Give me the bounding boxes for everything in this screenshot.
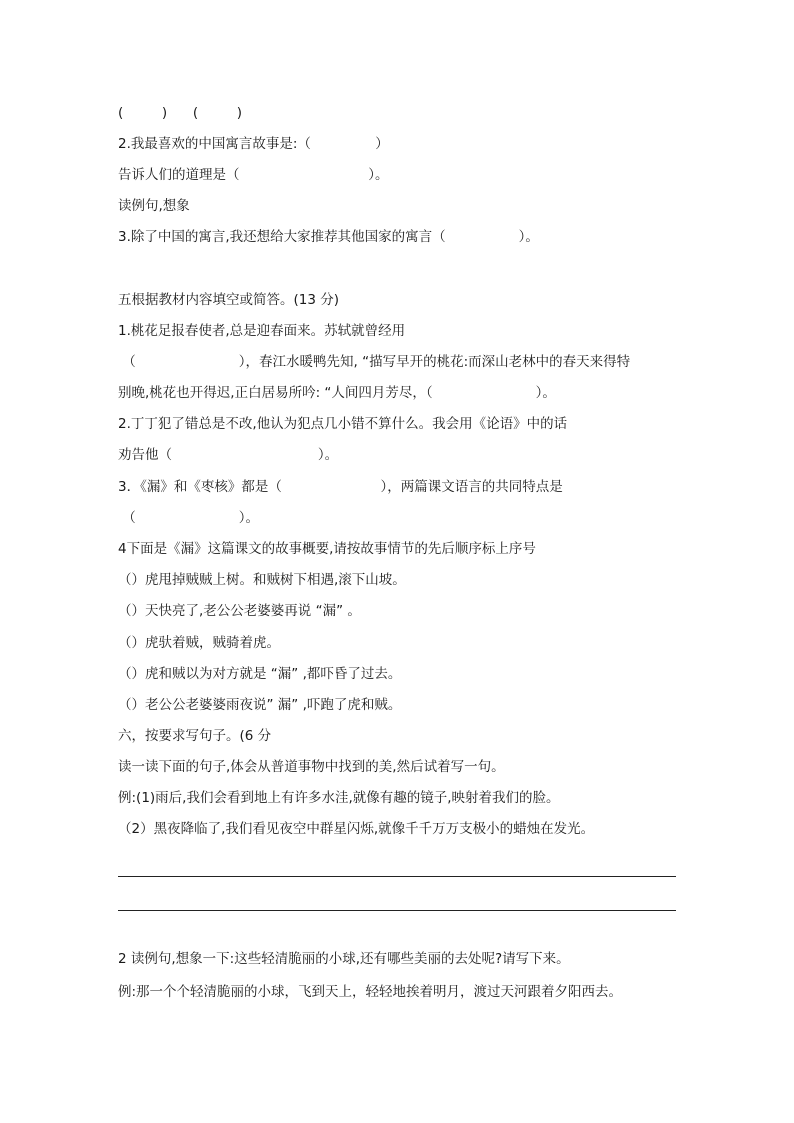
ordering-item-2: （）天快亮了,老公公老婆婆再说 “漏” 。: [118, 603, 361, 619]
ordering-item-4: （）虎和贼以为对方就是 “漏” ,都吓昏了过去。: [118, 666, 402, 682]
section-5-heading: 五根据教材内容填空或简答。(13 分): [118, 292, 340, 308]
question-5-4-instruction: 4下面是《漏》这篇课文的故事概要,请按故事情节的先后顺序标上序号: [118, 541, 536, 557]
section-6-heading: 六，按要求写句子。(6 分: [118, 728, 272, 744]
example-sentence-2: （2）黑夜降临了,我们看见夜空中群星闪烁,就像千千万万支极小的蜡烛在发光。: [118, 821, 595, 837]
question-5-1-line-1: 1.桃花足报春使者,总是迎春面来。苏轼就曾经用: [118, 323, 406, 339]
blank-pair-line: ( ) ( ): [118, 105, 243, 121]
ordering-item-3: （）虎驮着贼，贼骑着虎。: [118, 635, 280, 651]
ordering-item-1: （）虎甩掉贼贼上树。和贼树下相遇,滚下山坡。: [118, 572, 406, 588]
question-5-1-line-3: 别晚,桃花也开得迟,正白居易所吟: “人间四月芳尽，（ ）。: [118, 385, 556, 401]
ordering-item-5: （）老公公老婆婆雨夜说” 漏” ,吓跑了虎和贼。: [118, 697, 402, 713]
question-3-recommend-fable: 3.除了中国的寓言,我还想给大家推荐其他国家的寓言（ ）。: [118, 229, 539, 245]
read-example-instruction: 读例句,想象: [118, 198, 190, 214]
question-5-2-line-2: 劝告他（ ）。: [118, 447, 339, 463]
section-6-instruction: 读一读下面的句子,体会从普道事物中找到的美,然后试着写一句。: [118, 759, 505, 775]
answer-line-1[interactable]: [118, 876, 676, 877]
question-2-favorite-fable: 2.我最喜欢的中国寓言故事是:（ ）: [118, 136, 389, 152]
question-5-1-line-2: （ ），春江水暖鸭先知, “描写早开的桃花:而深山老林中的春天来得特: [118, 354, 631, 370]
section-6-example: 例:那一个个轻清脆丽的小球，飞到天上，轻轻地挨着明月，渡过天河跟着夕阳西去。: [118, 984, 623, 1000]
example-sentence-1: 例:(1)雨后,我们会看到地上有许多水洼,就像有趣的镜子,映射着我们的脸。: [118, 790, 560, 806]
question-5-3-line-2: （ ）。: [118, 510, 260, 526]
section-6-question-2: 2 读例句,想象一下:这些轻清脆丽的小球,还有哪些美丽的去处呢?请写下来。: [118, 951, 570, 967]
question-2-moral: 告诉人们的道理是（ ）。: [118, 167, 389, 183]
question-5-3-line-1: 3．《漏》和《枣核》都是（ ），两篇课文语言的共同特点是: [118, 479, 563, 495]
question-5-2-line-1: 2.丁丁犯了错总是不改,他认为犯点几小错不算什么。我会用《论语》中的话: [118, 416, 568, 432]
answer-line-2[interactable]: [118, 910, 676, 911]
